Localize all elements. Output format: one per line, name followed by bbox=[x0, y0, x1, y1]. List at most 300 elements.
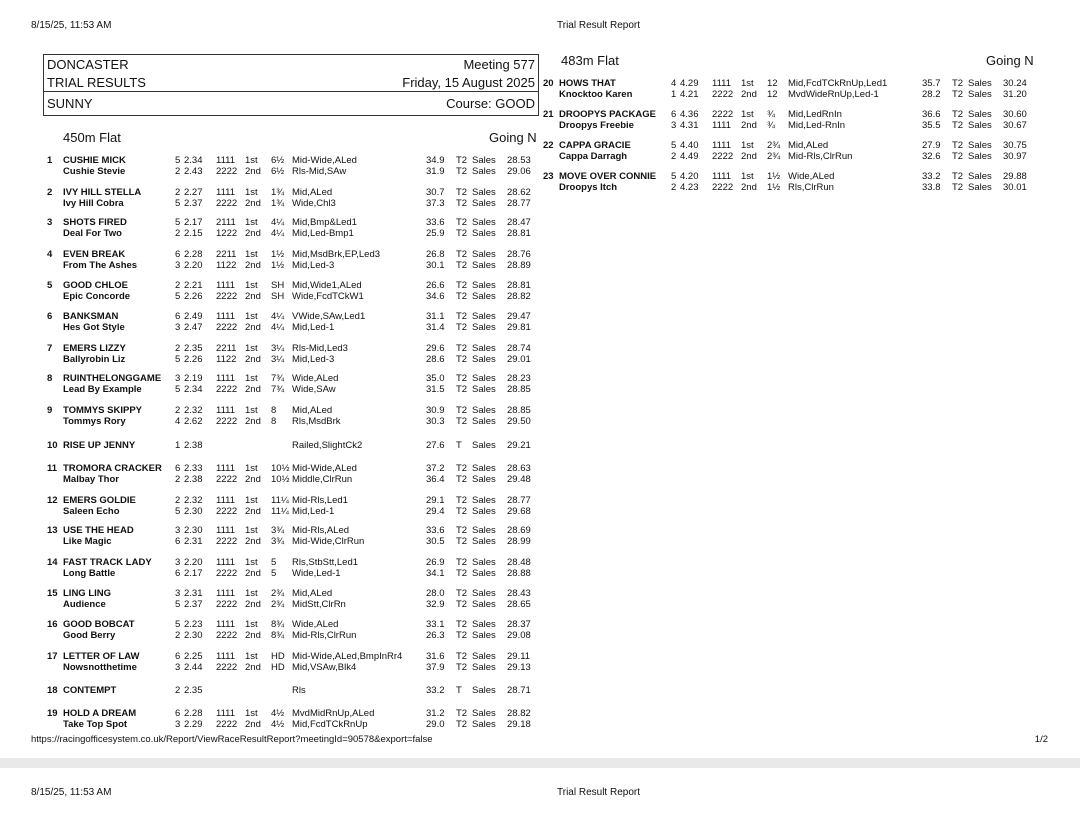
trial-number: 20 bbox=[543, 78, 554, 89]
runner-up-dog-name: Cappa Darragh bbox=[559, 151, 628, 162]
runner-up-class: Sales bbox=[472, 599, 496, 610]
winner-grade: T2 bbox=[456, 619, 468, 630]
print-report-title-page2: Trial Result Report bbox=[557, 787, 640, 798]
winner-run-time: 30.24 bbox=[1003, 78, 1027, 89]
runner-up-grade: T2 bbox=[456, 536, 468, 547]
runner-up-class: Sales bbox=[472, 322, 496, 333]
runner-up-grade: T2 bbox=[456, 228, 468, 239]
winner-sectionals: 1111 bbox=[216, 525, 236, 536]
winner-split: 2.31 bbox=[184, 588, 203, 599]
winner-comment: Mid-Wide,ALed,BmpInRr4 bbox=[292, 651, 403, 662]
runner-up-weight: 31.4 bbox=[426, 322, 445, 333]
runner-up-distance: 12 bbox=[767, 89, 778, 100]
winner-dog-name: GOOD CHLOE bbox=[63, 280, 128, 291]
winner-split: 2.35 bbox=[184, 343, 203, 354]
runner-up-dog-name: Nowsnotthetime bbox=[63, 662, 137, 673]
winner-dog-name: HOWS THAT bbox=[559, 78, 616, 89]
runner-up-comment: Rls,MsdBrk bbox=[292, 416, 341, 427]
runner-up-comment: Mid,FcdTCkRnUp bbox=[292, 719, 368, 730]
runner-up-place: 2nd bbox=[245, 416, 261, 427]
runner-up-dog-name: Malbay Thor bbox=[63, 474, 119, 485]
winner-run-time: 28.23 bbox=[507, 373, 531, 384]
trial-7 bbox=[47, 343, 547, 365]
trial-15 bbox=[47, 588, 547, 610]
runner-up-weight: 35.5 bbox=[922, 120, 941, 131]
runner-up-dog-name: Saleen Echo bbox=[63, 506, 120, 517]
winner-trap: 2 bbox=[175, 405, 181, 416]
winner-grade: T2 bbox=[456, 405, 468, 416]
winner-trap: 6 bbox=[175, 708, 181, 719]
winner-weight: 33.2 bbox=[922, 171, 941, 182]
winner-comment: MvdMidRnUp,ALed bbox=[292, 708, 375, 719]
winner-sectionals: 1111 bbox=[216, 708, 236, 719]
runner-up-grade: T2 bbox=[456, 719, 468, 730]
trial-23 bbox=[543, 171, 1043, 193]
runner-up-trap: 1 bbox=[671, 89, 677, 100]
runner-up-run-time: 28.77 bbox=[507, 198, 531, 209]
winner-class: Sales bbox=[968, 78, 992, 89]
winner-run-time: 30.75 bbox=[1003, 140, 1027, 151]
section-483-going: Going N bbox=[986, 53, 1034, 68]
runner-up-dog-name: From The Ashes bbox=[63, 260, 138, 271]
runner-up-grade: T2 bbox=[952, 151, 964, 162]
meeting-header bbox=[43, 54, 539, 116]
trial-number: 6 bbox=[47, 311, 53, 322]
runner-up-trap: 2 bbox=[671, 182, 677, 193]
runner-up-distance: 11¼ bbox=[271, 506, 289, 517]
winner-weight: 33.6 bbox=[426, 217, 445, 228]
runner-up-place: 2nd bbox=[245, 354, 261, 365]
runner-up-run-time: 29.08 bbox=[507, 630, 531, 641]
winner-sectionals: 1111 bbox=[712, 78, 732, 89]
winner-grade: T2 bbox=[456, 525, 468, 536]
winner-class: Sales bbox=[472, 708, 496, 719]
winner-weight: 37.2 bbox=[426, 463, 445, 474]
winner-class: Sales bbox=[472, 405, 496, 416]
print-datetime-page2: 8/15/25, 11:53 AM bbox=[31, 787, 112, 798]
winner-grade: T bbox=[456, 685, 462, 696]
winner-comment: Mid,ALed bbox=[292, 187, 333, 198]
runner-up-sectionals: 2222 bbox=[216, 416, 238, 427]
weather: SUNNY bbox=[47, 96, 93, 111]
runner-up-grade: T2 bbox=[952, 182, 964, 193]
runner-up-weight: 36.4 bbox=[426, 474, 445, 485]
winner-class: Sales bbox=[968, 171, 992, 182]
trial-21 bbox=[543, 109, 1043, 131]
winner-sectionals: 1111 bbox=[216, 619, 236, 630]
winner-class: Sales bbox=[472, 463, 496, 474]
runner-up-weight: 30.1 bbox=[426, 260, 445, 271]
winner-comment: Wide,ALed bbox=[292, 373, 339, 384]
winner-dog-name: MOVE OVER CONNIE bbox=[559, 171, 657, 182]
runner-up-run-time: 29.01 bbox=[507, 354, 531, 365]
runner-up-class: Sales bbox=[472, 568, 496, 579]
winner-split: 2.30 bbox=[184, 525, 203, 536]
runner-up-run-time: 30.01 bbox=[1003, 182, 1027, 193]
runner-up-split: 4.23 bbox=[680, 182, 699, 193]
winner-dog-name: EMERS GOLDIE bbox=[63, 495, 136, 506]
runner-up-place: 2nd bbox=[245, 198, 261, 209]
runner-up-class: Sales bbox=[472, 166, 496, 177]
runner-up-sectionals: 1122 bbox=[216, 260, 237, 271]
winner-class: Sales bbox=[472, 343, 496, 354]
winner-distance: 8 bbox=[271, 405, 277, 416]
winner-split: 4.20 bbox=[680, 171, 699, 182]
trial-8 bbox=[47, 373, 547, 395]
winner-split: 2.38 bbox=[184, 440, 203, 451]
winner-trap: 5 bbox=[175, 217, 181, 228]
winner-split: 2.49 bbox=[184, 311, 203, 322]
runner-up-split: 2.15 bbox=[184, 228, 203, 239]
runner-up-grade: T2 bbox=[456, 166, 468, 177]
winner-distance: 6½ bbox=[271, 155, 285, 166]
winner-dog-name: TOMMYS SKIPPY bbox=[63, 405, 143, 416]
winner-weight: 35.0 bbox=[426, 373, 445, 384]
runner-up-split: 2.29 bbox=[184, 719, 203, 730]
trial-number: 22 bbox=[543, 140, 554, 151]
runner-up-run-time: 30.97 bbox=[1003, 151, 1027, 162]
winner-class: Sales bbox=[472, 619, 496, 630]
winner-class: Sales bbox=[968, 140, 992, 151]
runner-up-split: 2.20 bbox=[184, 260, 203, 271]
trial-4 bbox=[47, 249, 547, 271]
winner-weight: 33.6 bbox=[426, 525, 445, 536]
runner-up-class: Sales bbox=[968, 151, 992, 162]
trial-17 bbox=[47, 651, 547, 673]
winner-weight: 29.6 bbox=[426, 343, 445, 354]
trial-13 bbox=[47, 525, 547, 547]
winner-class: Sales bbox=[968, 109, 992, 120]
runner-up-place: 2nd bbox=[245, 662, 261, 673]
trial-10 bbox=[47, 440, 547, 451]
runner-up-sectionals: 1222 bbox=[216, 228, 238, 239]
runner-up-sectionals: 1122 bbox=[216, 354, 237, 365]
trial-number: 1 bbox=[47, 155, 53, 166]
winner-sectionals: 1111 bbox=[216, 557, 236, 568]
winner-weight: 30.7 bbox=[426, 187, 445, 198]
winner-distance: 7¾ bbox=[271, 373, 285, 384]
winner-sectionals: 1111 bbox=[216, 588, 236, 599]
runner-up-dog-name: Hes Got Style bbox=[63, 322, 125, 333]
runner-up-class: Sales bbox=[472, 506, 496, 517]
winner-distance: ¾ bbox=[767, 109, 775, 120]
trial-number: 16 bbox=[47, 619, 58, 630]
runner-up-grade: T2 bbox=[456, 291, 468, 302]
winner-class: Sales bbox=[472, 187, 496, 198]
winner-comment: Mid-Rls,Led1 bbox=[292, 495, 348, 506]
runner-up-place: 2nd bbox=[741, 182, 757, 193]
winner-run-time: 28.53 bbox=[507, 155, 531, 166]
runner-up-run-time: 28.99 bbox=[507, 536, 531, 547]
trial-number: 19 bbox=[47, 708, 58, 719]
runner-up-weight: 30.5 bbox=[426, 536, 445, 547]
runner-up-place: 2nd bbox=[245, 260, 261, 271]
winner-run-time: 28.82 bbox=[507, 708, 531, 719]
runner-up-distance: 7¾ bbox=[271, 384, 285, 395]
winner-dog-name: DROOPYS PACKAGE bbox=[559, 109, 656, 120]
runner-up-place: 2nd bbox=[245, 166, 261, 177]
winner-dog-name: TROMORA CRACKER bbox=[63, 463, 162, 474]
runner-up-place: 2nd bbox=[245, 506, 261, 517]
winner-comment: Mid,ALed bbox=[292, 405, 333, 416]
winner-grade: T2 bbox=[456, 557, 468, 568]
winner-distance: 2¾ bbox=[271, 588, 285, 599]
winner-class: Sales bbox=[472, 311, 496, 322]
runner-up-class: Sales bbox=[472, 416, 496, 427]
winner-trap: 2 bbox=[175, 685, 181, 696]
runner-up-trap: 2 bbox=[175, 228, 181, 239]
runner-up-comment: Mid-Wide,ClrRun bbox=[292, 536, 365, 547]
runner-up-weight: 28.2 bbox=[922, 89, 941, 100]
trial-3 bbox=[47, 217, 547, 239]
course-condition: Course: GOOD bbox=[446, 96, 535, 111]
runner-up-place: 2nd bbox=[245, 719, 261, 730]
runner-up-weight: 32.9 bbox=[426, 599, 445, 610]
runner-up-comment: Wide,FcdTCkW1 bbox=[292, 291, 364, 302]
winner-grade: T2 bbox=[456, 708, 468, 719]
winner-run-time: 28.85 bbox=[507, 405, 531, 416]
trial-number: 9 bbox=[47, 405, 53, 416]
winner-comment: Mid,Wide1,ALed bbox=[292, 280, 362, 291]
runner-up-weight: 32.6 bbox=[922, 151, 941, 162]
runner-up-dog-name: Knocktoo Karen bbox=[559, 89, 633, 100]
winner-comment: Mid,ALed bbox=[788, 140, 829, 151]
winner-weight: 26.8 bbox=[426, 249, 445, 260]
winner-trap: 2 bbox=[175, 280, 181, 291]
runner-up-trap: 2 bbox=[671, 151, 677, 162]
runner-up-distance: 8 bbox=[271, 416, 277, 427]
winner-grade: T2 bbox=[456, 343, 468, 354]
runner-up-distance: 5 bbox=[271, 568, 277, 579]
runner-up-distance: 1½ bbox=[767, 182, 781, 193]
trial-18 bbox=[47, 685, 547, 696]
winner-grade: T2 bbox=[456, 463, 468, 474]
runner-up-grade: T2 bbox=[456, 416, 468, 427]
runner-up-split: 2.26 bbox=[184, 291, 203, 302]
runner-up-dog-name: Droopys Freebie bbox=[559, 120, 634, 131]
runner-up-trap: 6 bbox=[175, 536, 181, 547]
winner-place: 1st bbox=[245, 280, 258, 291]
winner-class: Sales bbox=[472, 155, 496, 166]
winner-run-time: 29.47 bbox=[507, 311, 531, 322]
runner-up-place: 2nd bbox=[741, 89, 757, 100]
winner-run-time: 28.81 bbox=[507, 280, 531, 291]
runner-up-grade: T2 bbox=[456, 260, 468, 271]
winner-weight: 35.7 bbox=[922, 78, 941, 89]
runner-up-trap: 5 bbox=[175, 291, 181, 302]
winner-place: 1st bbox=[741, 78, 754, 89]
trial-5 bbox=[47, 280, 547, 302]
winner-weight: 33.1 bbox=[426, 619, 445, 630]
runner-up-weight: 25.9 bbox=[426, 228, 445, 239]
winner-trap: 4 bbox=[671, 78, 677, 89]
runner-up-distance: 2¾ bbox=[271, 599, 285, 610]
winner-weight: 31.1 bbox=[426, 311, 445, 322]
winner-comment: Wide,ALed bbox=[292, 619, 339, 630]
runner-up-dog-name: Lead By Example bbox=[63, 384, 142, 395]
winner-place: 1st bbox=[741, 109, 754, 120]
winner-run-time: 28.77 bbox=[507, 495, 531, 506]
winner-trap: 3 bbox=[175, 588, 181, 599]
winner-distance: 12 bbox=[767, 78, 778, 89]
winner-place: 1st bbox=[245, 373, 258, 384]
winner-sectionals: 1111 bbox=[216, 405, 236, 416]
section-450-distance: 450m Flat bbox=[63, 130, 121, 145]
winner-trap: 6 bbox=[175, 651, 181, 662]
winner-distance: HD bbox=[271, 651, 285, 662]
report-url[interactable]: https://racingofficesystem.co.uk/Report/ViewRaceResultReport?meetingId=90578&export=false bbox=[31, 734, 433, 745]
runner-up-split: 2.34 bbox=[184, 384, 203, 395]
runner-up-class: Sales bbox=[472, 630, 496, 641]
winner-trap: 5 bbox=[175, 155, 181, 166]
winner-run-time: 28.63 bbox=[507, 463, 531, 474]
winner-dog-name: LING LING bbox=[63, 588, 112, 599]
winner-dog-name: RISE UP JENNY bbox=[63, 440, 136, 451]
runner-up-run-time: 29.06 bbox=[507, 166, 531, 177]
winner-split: 4.40 bbox=[680, 140, 699, 151]
runner-up-dog-name: Ballyrobin Liz bbox=[63, 354, 126, 365]
runner-up-sectionals: 2222 bbox=[216, 166, 238, 177]
runner-up-distance: 3¾ bbox=[271, 536, 285, 547]
runner-up-dog-name: Deal For Two bbox=[63, 228, 122, 239]
winner-run-time: 28.71 bbox=[507, 685, 531, 696]
winner-trap: 3 bbox=[175, 525, 181, 536]
runner-up-trap: 5 bbox=[175, 599, 181, 610]
runner-up-trap: 5 bbox=[175, 198, 181, 209]
runner-up-place: 2nd bbox=[741, 120, 757, 131]
trial-number: 7 bbox=[47, 343, 53, 354]
winner-run-time: 29.11 bbox=[507, 651, 531, 662]
trial-number: 21 bbox=[543, 109, 554, 120]
winner-distance: 4¼ bbox=[271, 311, 285, 322]
winner-distance: 5 bbox=[271, 557, 277, 568]
winner-distance: 1½ bbox=[271, 249, 285, 260]
runner-up-dog-name: Cushie Stevie bbox=[63, 166, 126, 177]
trial-number: 10 bbox=[47, 440, 58, 451]
winner-place: 1st bbox=[245, 525, 258, 536]
trial-9 bbox=[47, 405, 547, 427]
runner-up-class: Sales bbox=[968, 120, 992, 131]
trial-number: 2 bbox=[47, 187, 53, 198]
runner-up-grade: T2 bbox=[456, 630, 468, 641]
winner-sectionals: 1111 bbox=[216, 187, 236, 198]
winner-class: Sales bbox=[472, 685, 496, 696]
runner-up-dog-name: Audience bbox=[63, 599, 106, 610]
winner-place: 1st bbox=[245, 311, 258, 322]
runner-up-comment: Mid,Led-1 bbox=[292, 506, 335, 517]
print-report-title: Trial Result Report bbox=[557, 20, 640, 31]
winner-dog-name: CUSHIE MICK bbox=[63, 155, 126, 166]
runner-up-sectionals: 2222 bbox=[216, 630, 238, 641]
winner-split: 2.33 bbox=[184, 463, 203, 474]
runner-up-class: Sales bbox=[472, 662, 496, 673]
winner-place: 1st bbox=[245, 619, 258, 630]
winner-grade: T2 bbox=[456, 588, 468, 599]
winner-dog-name: GOOD BOBCAT bbox=[63, 619, 135, 630]
runner-up-weight: 37.3 bbox=[426, 198, 445, 209]
runner-up-trap: 6 bbox=[175, 568, 181, 579]
runner-up-sectionals: 2222 bbox=[216, 474, 238, 485]
winner-sectionals: 1111 bbox=[712, 140, 732, 151]
trial-number: 8 bbox=[47, 373, 53, 384]
runner-up-distance: HD bbox=[271, 662, 285, 673]
runner-up-run-time: 28.82 bbox=[507, 291, 531, 302]
runner-up-weight: 26.3 bbox=[426, 630, 445, 641]
winner-split: 2.17 bbox=[184, 217, 203, 228]
runner-up-sectionals: 2222 bbox=[216, 599, 238, 610]
runner-up-dog-name: Tommys Rory bbox=[63, 416, 126, 427]
trial-20 bbox=[543, 78, 1043, 100]
runner-up-comment: Wide,Led-1 bbox=[292, 568, 341, 579]
runner-up-split: 2.37 bbox=[184, 198, 203, 209]
winner-split: 2.19 bbox=[184, 373, 203, 384]
winner-sectionals: 2211 bbox=[216, 343, 237, 354]
runner-up-comment: Middle,ClrRun bbox=[292, 474, 353, 485]
page-number: 1/2 bbox=[1034, 734, 1048, 745]
winner-weight: 34.9 bbox=[426, 155, 445, 166]
runner-up-class: Sales bbox=[968, 182, 992, 193]
winner-comment: Mid,Bmp&Led1 bbox=[292, 217, 357, 228]
runner-up-distance: 2¾ bbox=[767, 151, 781, 162]
runner-up-run-time: 29.48 bbox=[507, 474, 531, 485]
trial-12 bbox=[47, 495, 547, 517]
winner-comment: Rls,StbStt,Led1 bbox=[292, 557, 359, 568]
winner-grade: T2 bbox=[456, 311, 468, 322]
runner-up-sectionals: 2222 bbox=[216, 291, 238, 302]
runner-up-comment: Mid-Rls,ClrRun bbox=[788, 151, 853, 162]
runner-up-comment: Mid,Led-RnIn bbox=[788, 120, 846, 131]
winner-dog-name: EMERS LIZZY bbox=[63, 343, 126, 354]
runner-up-sectionals: 2222 bbox=[216, 506, 238, 517]
winner-place: 1st bbox=[245, 155, 258, 166]
runner-up-comment: Rls,ClrRun bbox=[788, 182, 834, 193]
runner-up-weight: 37.9 bbox=[426, 662, 445, 673]
runner-up-sectionals: 2222 bbox=[216, 662, 238, 673]
runner-up-trap: 2 bbox=[175, 166, 181, 177]
winner-trap: 2 bbox=[175, 343, 181, 354]
runner-up-sectionals: 2222 bbox=[216, 719, 238, 730]
winner-run-time: 28.48 bbox=[507, 557, 531, 568]
winner-run-time: 30.60 bbox=[1003, 109, 1027, 120]
winner-split: 4.36 bbox=[680, 109, 699, 120]
runner-up-weight: 29.0 bbox=[426, 719, 445, 730]
winner-distance: 2¾ bbox=[767, 140, 781, 151]
winner-distance: 10½ bbox=[271, 463, 290, 474]
runner-up-trap: 5 bbox=[175, 354, 181, 365]
winner-grade: T2 bbox=[456, 187, 468, 198]
runner-up-class: Sales bbox=[472, 260, 496, 271]
runner-up-comment: Mid,Led-Bmp1 bbox=[292, 228, 354, 239]
runner-up-grade: T2 bbox=[456, 474, 468, 485]
winner-distance: 1½ bbox=[767, 171, 781, 182]
runner-up-dog-name: Take Top Spot bbox=[63, 719, 128, 730]
runner-up-grade: T2 bbox=[456, 384, 468, 395]
winner-dog-name: CAPPA GRACIE bbox=[559, 140, 631, 151]
runner-up-comment: Wide,SAw bbox=[292, 384, 336, 395]
winner-comment: VWide,SAw,Led1 bbox=[292, 311, 366, 322]
report-page-2 bbox=[0, 768, 1080, 840]
runner-up-run-time: 28.85 bbox=[507, 384, 531, 395]
runner-up-run-time: 31.20 bbox=[1003, 89, 1027, 100]
runner-up-trap: 5 bbox=[175, 384, 181, 395]
winner-place: 1st bbox=[245, 187, 258, 198]
runner-up-weight: 28.6 bbox=[426, 354, 445, 365]
winner-split: 2.34 bbox=[184, 155, 203, 166]
winner-comment: Mid,LedRnIn bbox=[788, 109, 842, 120]
winner-weight: 26.6 bbox=[426, 280, 445, 291]
runner-up-split: 2.30 bbox=[184, 630, 203, 641]
winner-sectionals: 1111 bbox=[216, 280, 236, 291]
